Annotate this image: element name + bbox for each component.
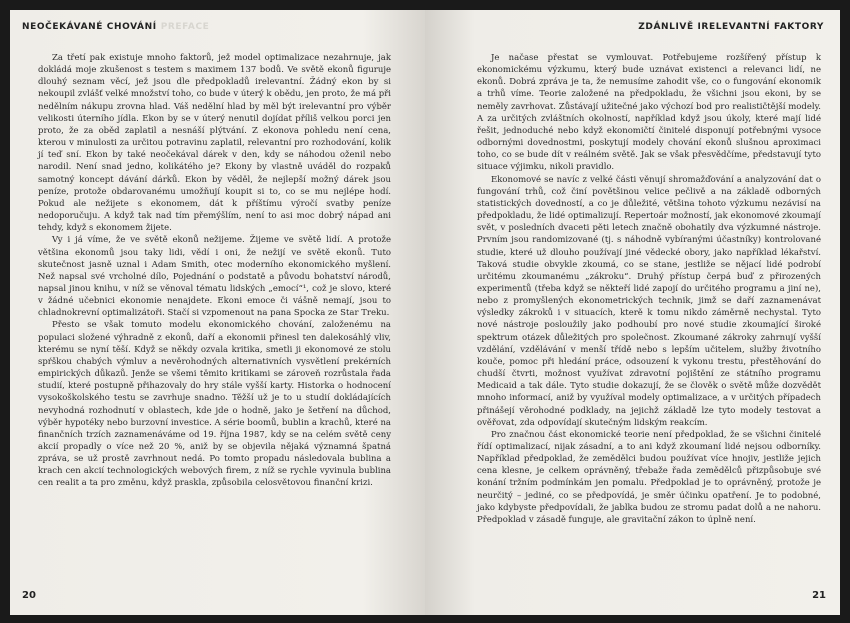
- right-page-number: 21: [812, 590, 826, 601]
- left-paragraph-2: Vy i já víme, že ve světě ekonů nežijeme. Žijeme ve světě lidí. A protože většina ekonomů jsou taky lidi, vědí i oni, že nežijí ve světě ekonů. Tuto skutečnost jasně uznal i Adam Smith, otec moderního ekonomického myšlení. Než napsal své vrcholné dílo, Pojednání o podstatě a původu bohatství národů, napsal jinou knihu, v níž se věnoval tématu lidských „emocí“¹, což je slovo, které v žádné učebnici ekonomie nenajdete. Ekoni emoce či vášně nemají, jsou to chladnokrevní optimalizátoři. Stačí si vzpomenout na pana Spocka ze Star Treku.: [38, 235, 391, 319]
- right-running-head: ZDÁNLIVĚ IRELEVANTNÍ FAKTORY: [638, 22, 824, 32]
- left-paragraph-3: Přesto se však tomuto modelu ekonomického chování, založenému na populaci složené výhradně z ekonů, daří a ekonomii přinesl ten dalekosáhlý vliv, kterému se nyní těší. Když se někdy ozvala kritika, smetli ji ekonomové ze stolu spŕškou chabých výmluv a nevěrohodných alternativních vysvětlení prekérních empirických důkazů. Jenže se všemi těmito kritikami se zároveň rozrůstala řada studií, které postupně přihazovaly do hry stále vyšší karty. Historka o hodnocení vysokoškolského testu se zavrhuje snadno. Těžší už je to u studií dokládajících nevyhodná rozhodnutí v oblastech, kde jde o hodně, jako je šetření na důchod, výběr hypotéky nebo burzovní investice. A série boomů, bublin a krachů, které na finančních trzích zaznamenáváme od 19. října 1987, kdy se na celém světě ceny akcií propadly o více než 20 %, aniž by se objevila nějaká významná špatná zpráva, se už prostě zavrhnout nedá. Po tomto propadu následovala bublina a krach cen akcií technologických webových firem, z níž se rychle vyvinula bublina cen realit a ta pro změnu, když praskla, způsobila celosvětovou finanční krizi.: [38, 320, 391, 489]
- book-spread: [10, 10, 840, 615]
- left-page-text: [38, 52, 391, 490]
- left-paragraph-1: Za třetí pak existuje mnoho faktorů, jež model optimalizace nezahrnuje, jak dokládá moje zkušenost s testem s maximem 137 bodů. Ve světě ekonů figuruje dlouhý seznam věcí, jež jsou dle předpokladů irelevantní. Žádný ekon by si nekoupil zvlášť velké množství toho, co bude v úterý k obědu, jen proto, že má při nedělním nákupu zrovna hlad. Váš nedělní hlad by měl být irelevantní pro výběr velikosti úterního jídla. Ekon by se v úterý nenutil dojídat příliš velkou porci jen proto, že za oběd zaplatil a nesnáší plýtvání. Z ekonova pohledu není cena, kterou v minulosti za určitou potravinu zaplatil, relevantní pro rozhodování, kolik jí teď sní. Ekon by také neočekával dárek v den, kdy se náhodou oženil nebo narodil. Není snad jedno, kolikátého je? Ekony by vlastně uváděl do rozpaků samotný koncept dávání dárků. Ekon by věděl, že nejlepší možný dárek jsou peníze, protože obdarovanému umožňují koupit si to, co se mu nejlépe hodí. Pokud ale nežijete s ekonomem, dát k příštímu výročí svatby peníze nedoporučuju. A když tak nad tím přemýšlím, není to asi moc dobrý nápad ani tehdy, když s ekonomem žijete.: [38, 53, 391, 234]
- right-paragraph-1: Je načase přestat se vymlouvat. Potřebujeme rozšířený přístup k ekonomickému výzkumu, který bude uznávat existenci a relevanci lidí, ne ekonů. Dobrá zpráva je ta, že nemusíme zahodit vše, co o fungování ekonomik a trhů víme. Teorie založené na předpokladu, že všichni jsou ekoni, by se neměly zavrhovat. Zůstávají užitečné jako výchozí bod pro realističtější modely. A za určitých zvláštních okolností, například když jsou úkoly, které mají lidé řešit, jednoduché nebo když ekonomičtí činitelé disponují potřebnými vysoce odbornými dovednostmi, poskytují modely chování ekonů slušnou aproximaci toho, co se bude dít v reálném světě. Jak se však přesvědčíme, představují tyto situace výjimku, nikoli pravidlo.: [477, 53, 821, 173]
- left-running-head: [22, 22, 209, 32]
- left-running-head-title: NEOČEKÁVANÉ CHOVÁNÍ: [22, 22, 157, 32]
- right-page: [425, 10, 840, 615]
- left-page-number: 20: [22, 590, 36, 601]
- right-paragraph-3: Pro značnou část ekonomické teorie není předpoklad, že se všichni činitelé řídí optimalizací, nijak zásadní, a to ani když zkoumaní lidé nejsou odborníky. Například předpoklad, že zemědělci budou používat více hnojiv, jestliže jejich cena klesne, je celkem oprávněný, třebaže řada zemědělců přizpůsobuje své konání tržním podmínkám jen pomalu. Předpoklad je to oprávněný, protože je neurčitý – jediné, co se předpovídá, je směr účinku opatření. Je to podobné, jako kdybyste předpovídali, že jablka budou ze stromu padat dolů a ne nahoru. Předpoklad v zásadě funguje, ale gravitační zákon to úplně není.: [477, 429, 821, 525]
- left-page: [10, 10, 425, 615]
- right-page-text: [477, 52, 821, 526]
- left-running-head-ghost: PREFACE: [160, 22, 210, 32]
- right-paragraph-2: Ekonomové se navíc z velké části věnují shromažďování a analyzování dat o fungování trhů, což činí povětšinou velice pečlivě a na základě odborných statistických dovedností, a co je důležité, většina tohoto výzkumu nezávisí na předpokladu, že lidé optimalizují. Repertoár možností, jak ekonomové zkoumají svět, v posledních dvaceti pěti letech značně obohatily dva výzkumné nástroje. Prvním jsou randomizované (tj. s náhodně vybíranými účastníky) kontrolované studie, které už dlouho používají jiné vědecké obory, jako například lékařství. Taková studie obvykle zkoumá, co se stane, jestliže se nějací lidé podrobí určitému zkoumanému „zákroku“. Druhý přístup čerpá buď z přirozených experimentů (třeba když se někteří lidé zapojí do určitého programu a jiní ne), nebo z promyšlených ekonometrických technik, jimž se daří zaznamenávat výsledky zákroků i v situacích, kterě k tomu nikdo záměrně nechystal. Tyto nové nástroje posloužily jako podhoubí pro nové studie zkoumající široké spektrum otázek důležitých pro společnost. Zkoumané zákroky zahrnují vyšší vzdělání, vzdělávání v menší třídě nebo s lepším učitelem, služby životního kouče, pomoc při hledání práce, odsouzení k vykonu trestu, přestěhování do chudší čtvrti, možnost využívat zdravotní pojištění ze státního programu Medicaid a tak dále. Tyto studie dokazují, že se člověk o světě může dozvědět mnoho informací, aniž by využíval modely optimalizace, a v určitých případech přinášejí věrohodné podklady, na jejichž základě lze tyto modely testovat a ověřovat, zda odpovídají skutečným lidským reakcím.: [477, 174, 821, 428]
